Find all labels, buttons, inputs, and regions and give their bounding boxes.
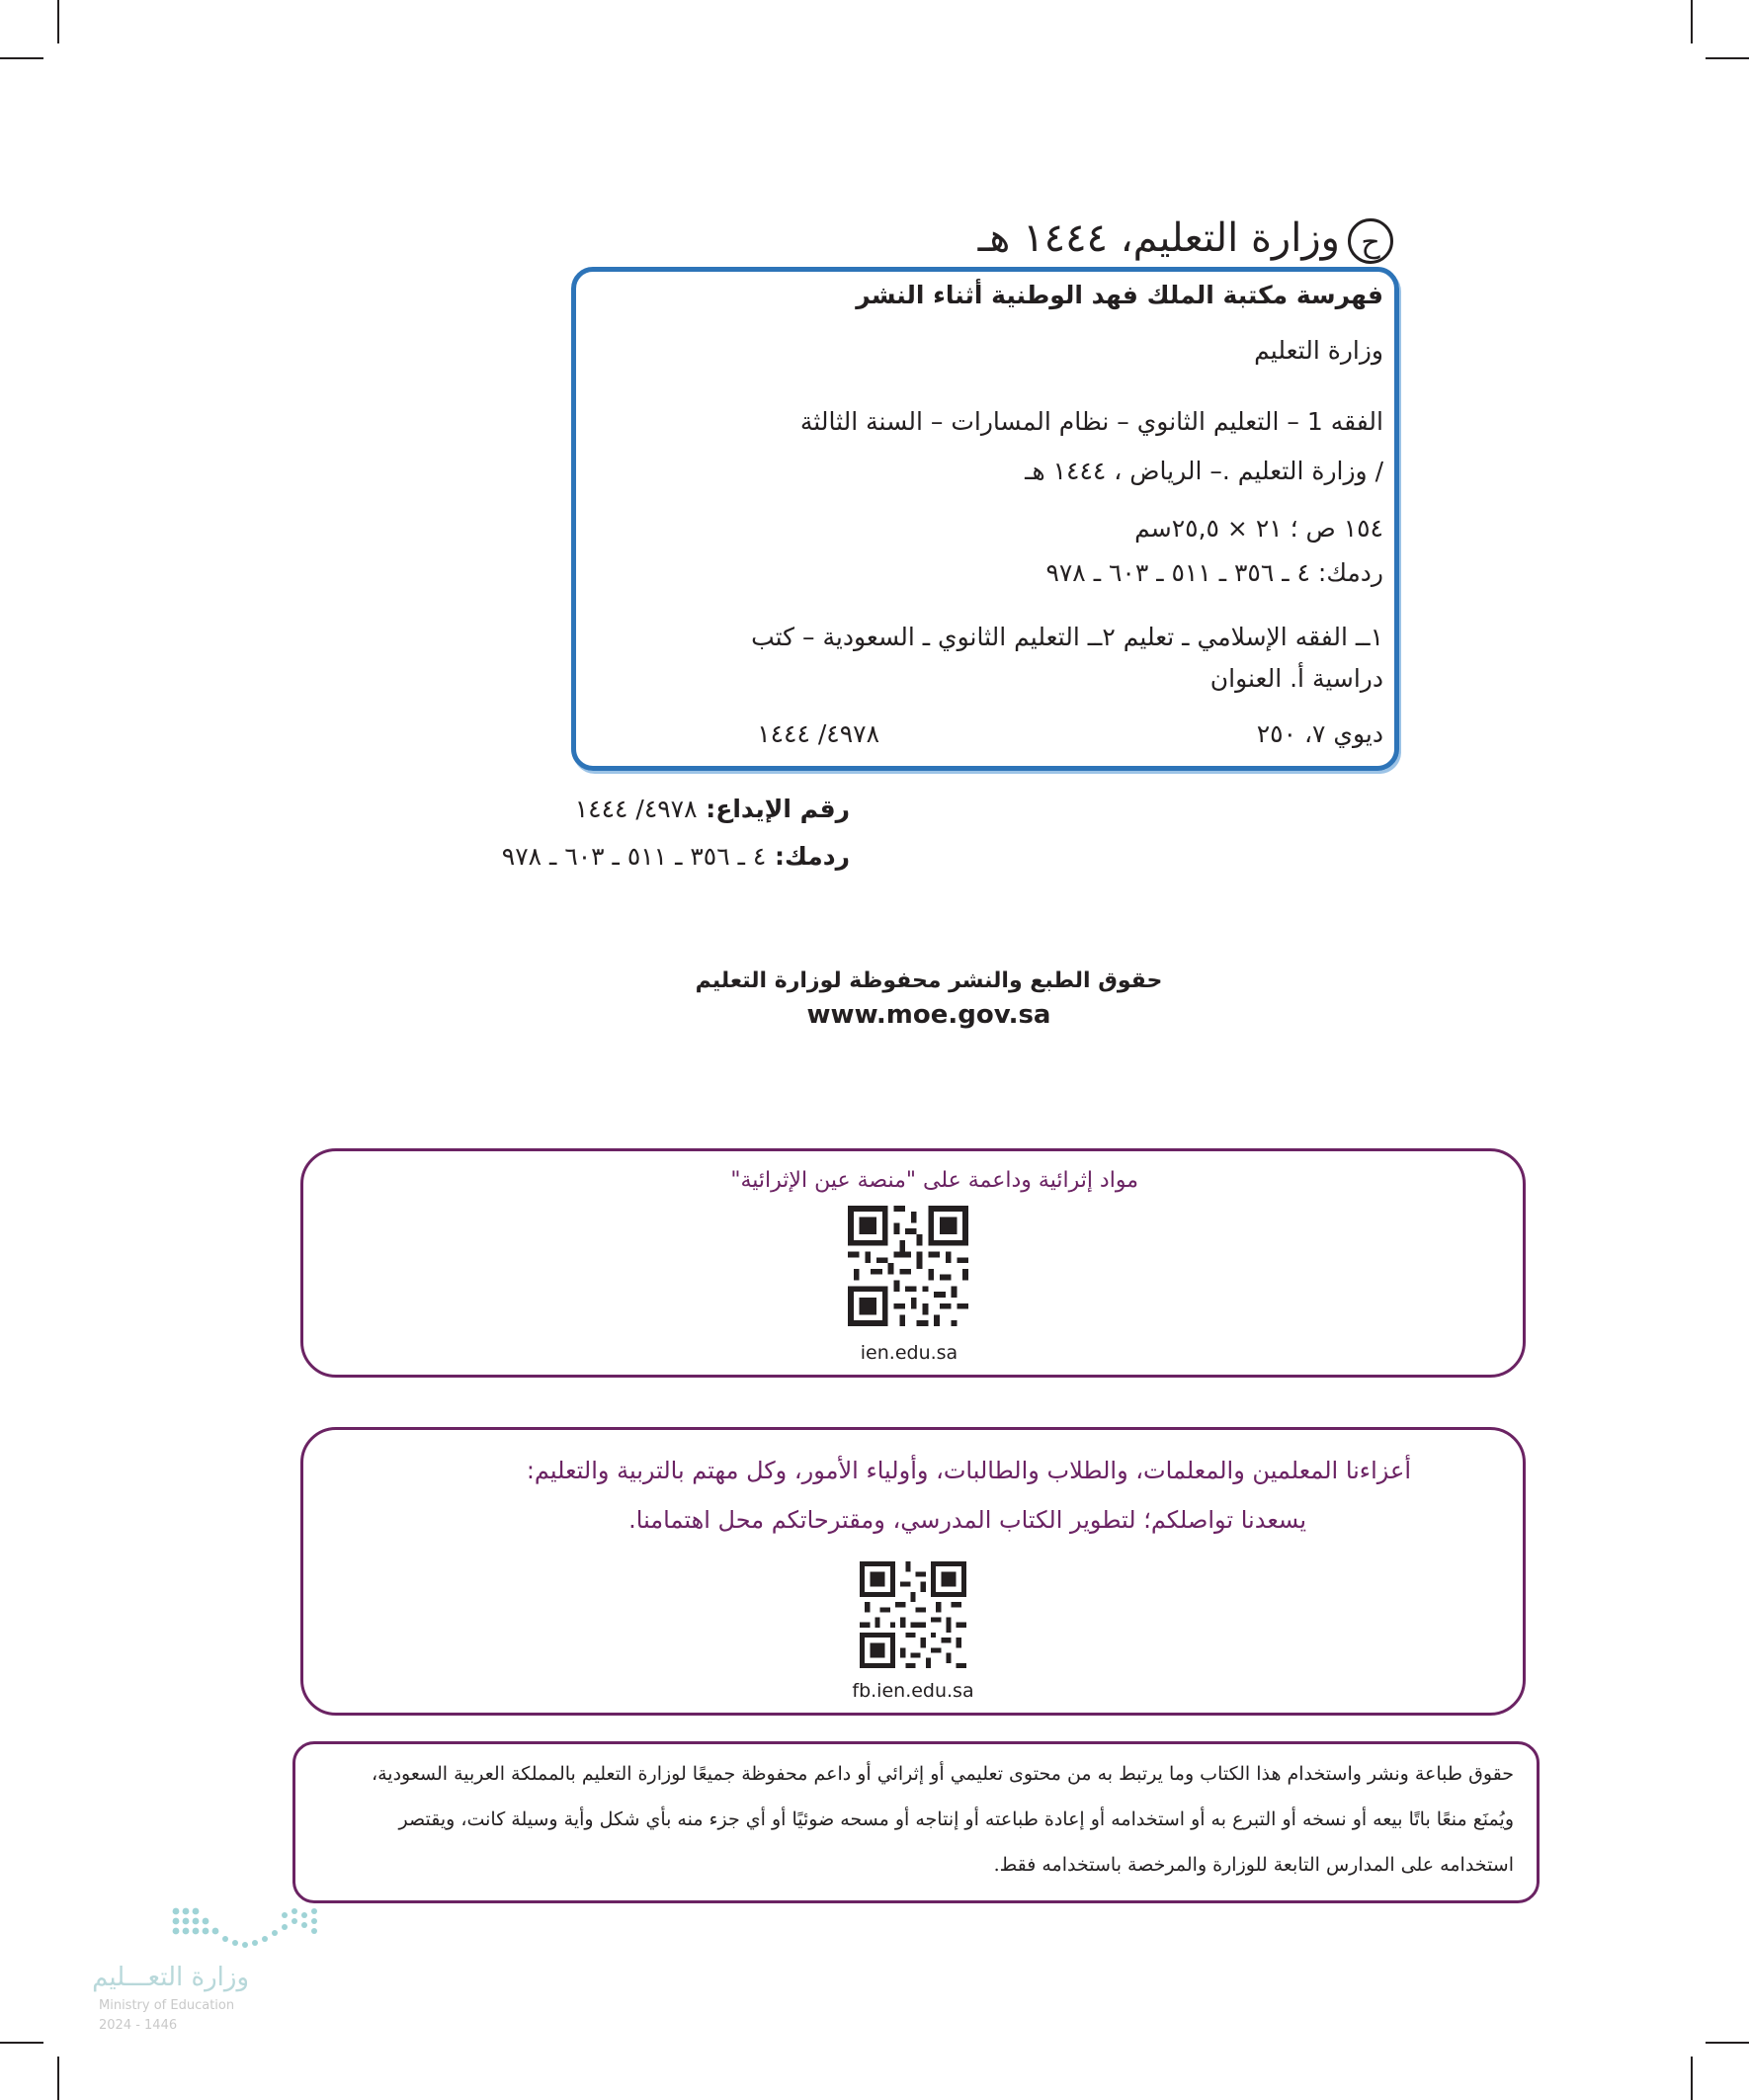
isbn-value: ٤ ـ ٣٥٦ ـ ٥١١ ـ ٦٠٣ ـ ٩٧٨ [501, 842, 767, 871]
cataloging-author: وزارة التعليم [1254, 336, 1383, 365]
crop-mark [57, 2057, 59, 2100]
enrichment-text: مواد إثرائية وداعمة على "منصة عين الإثرائية" [730, 1168, 1138, 1193]
cataloging-subjects: ١ــ الفقه الإسلامي ـ تعليم ٢ــ التعليم الثانوي ـ السعودية – كتب [751, 623, 1383, 651]
cataloging-isbn: ردمك: ٤ ـ ٣٥٦ ـ ٥١١ ـ ٦٠٣ ـ ٩٧٨ [1045, 558, 1383, 587]
copyright-line [968, 206, 1393, 271]
deposit-value: ٤٩٧٨/ ١٤٤٤ [574, 795, 698, 823]
ministry-logo-arabic: وزارة التعـــليم [92, 1963, 249, 1992]
cataloging-publisher: / وزارة التعليم .– الرياض ، ١٤٤٤ هـ [1025, 457, 1383, 485]
ministry-logo-year: 2024 - 1446 [99, 2018, 178, 2033]
enrichment-qr-code[interactable] [848, 1204, 968, 1328]
cataloging-heading: فهرسة مكتبة الملك فهد الوطنية أثناء النشر [856, 281, 1383, 309]
crop-mark [1691, 0, 1693, 43]
crop-mark [57, 0, 59, 43]
rights-notice: حقوق الطبع والنشر محفوظة لوزارة التعليم [695, 968, 1163, 993]
ministry-logo-english: Ministry of Education [99, 1998, 235, 2013]
feedback-line2: يسعدنا تواصلكم؛ لتطوير الكتاب المدرسي، ومقترحاتكم محل اهتمامنا. [628, 1506, 1306, 1534]
ministry-logo-dots [170, 1903, 324, 1953]
copyright-symbol: ح [1348, 218, 1393, 264]
crop-mark [1706, 2042, 1749, 2044]
feedback-qr-code[interactable] [860, 1561, 966, 1668]
cataloging-deposit: ٤٩٧٨/ ١٤٤٤ [757, 719, 879, 748]
crop-mark [1691, 2057, 1693, 2100]
deposit-number [474, 795, 850, 823]
copyright-text: وزارة التعليم، ١٤٤٤ هـ [977, 215, 1340, 261]
cataloging-dewey: ديوي ٧، ٢٥٠ [1256, 719, 1383, 748]
website-link[interactable]: www.moe.gov.sa [806, 1000, 1051, 1030]
deposit-label: رقم الإيداع: [706, 795, 850, 823]
legal-line1: حقوق طباعة ونشر واستخدام هذا الكتاب وما يرتبط به من محتوى تعليمي أو إثرائي أو داعم محفوظة جميعًا لوزارة التعليم بالمملكة العربية السعودية، [371, 1763, 1514, 1785]
enrichment-url[interactable]: ien.edu.sa [860, 1342, 958, 1364]
feedback-url[interactable]: fb.ien.edu.sa [852, 1680, 974, 1702]
legal-line2: ويُمنَع منعًا باتًا بيعه أو نسخه أو التبرع به أو استخدامه أو إعادة طباعته أو إنتاجه أو مسحه ضوئيًا أو أي جزء منه بأي شكل وأية وسيلة كانت، ويقتصر [398, 1808, 1514, 1830]
isbn-number [474, 842, 850, 871]
cataloging-subjects-cont: دراسية أ. العنوان [1209, 664, 1383, 693]
crop-mark [0, 57, 43, 59]
cataloging-physical: ١٥٤ ص ؛ ٢١ × ٢٥,٥سم [1134, 514, 1383, 543]
feedback-line1: أعزاءنا المعلمين والمعلمات، والطلاب والطالبات، وأولياء الأمور، وكل مهتم بالتربية والتعليم: [526, 1457, 1411, 1484]
crop-mark [1706, 57, 1749, 59]
crop-mark [0, 2042, 43, 2044]
isbn-label: ردمك: [775, 842, 850, 871]
legal-line3: استخدامه على المدارس التابعة للوزارة والمرخصة باستخدامه فقط. [993, 1854, 1514, 1876]
cataloging-title: الفقه 1 – التعليم الثانوي – نظام المسارات – السنة الثالثة [799, 407, 1383, 436]
